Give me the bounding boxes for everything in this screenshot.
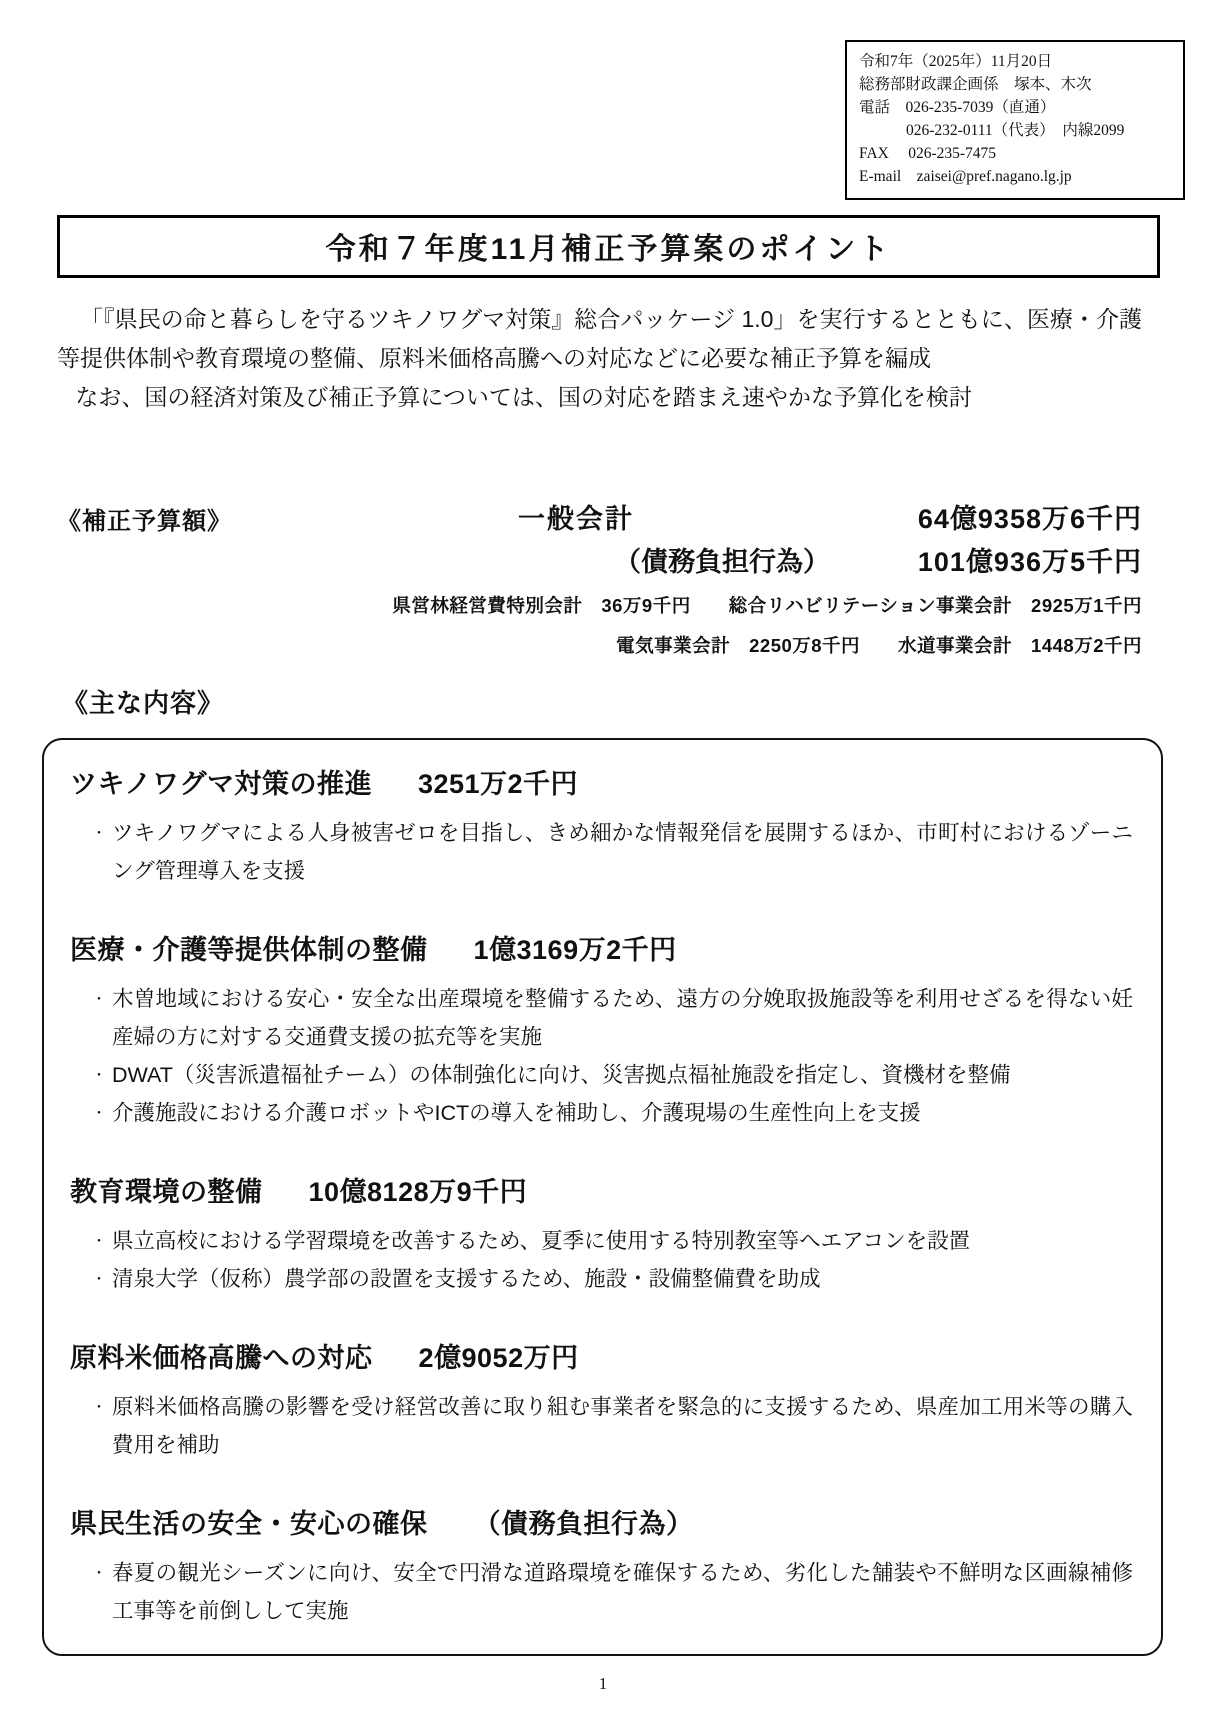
section-title-text: 教育環境の整備	[70, 1177, 263, 1207]
main-contents-box	[42, 738, 1163, 1656]
bullet-text: 原料米価格高騰の影響を受け経営改善に取り組む事業者を緊急的に支援するため、県産加工用米等の購入費用を補助	[112, 1395, 1133, 1457]
contact-date: 令和7年（2025年）11月20日	[859, 53, 1053, 70]
bullet-text: DWAT（災害派遣福祉チーム）の体制強化に向け、災害拠点福祉施設を指定し、資機材を整備	[112, 1063, 1011, 1087]
bullet-icon: ・	[92, 1399, 106, 1415]
bullet-text: 木曽地域における安心・安全な出産環境を整備するため、遠方の分娩取扱施設等を利用せざるを得ない妊産婦の方に対する交通費支援の拡充等を実施	[112, 987, 1133, 1049]
section-title	[70, 1504, 1135, 1544]
list-item	[70, 814, 1135, 890]
contact-tel-line1: 電話 026-235-7039（直通）	[859, 99, 1056, 116]
section-title	[70, 1338, 1135, 1378]
bullet-text: 春夏の観光シーズンに向け、安全で円滑な道路環境を確保するため、劣化した舗装や不鮮明な区画線補修工事等を前倒しして実施	[112, 1561, 1133, 1623]
list-item	[70, 1554, 1135, 1630]
page-number: 1	[598, 1674, 608, 1693]
section-title-text: ツキノワグマ対策の推進	[70, 769, 372, 799]
bullet-icon: ・	[92, 1067, 106, 1083]
section-amount: 3251万2千円	[417, 769, 579, 799]
section-bear-measures	[70, 764, 1135, 890]
bullet-icon: ・	[92, 1565, 106, 1581]
intro-paragraph-2: なお、国の経済対策及び補正予算については、国の対応を踏まえ速やかな予算化を検討	[75, 384, 972, 410]
section-safety	[70, 1504, 1135, 1630]
intro-paragraph-1: 「『県民の命と暮らしを守るツキノワグマ対策』総合パッケージ 1.0」を実行するとともに、医療・介護等提供体制や教育環境の整備、原料米価格高騰への対応などに必要な補正予算を編成	[57, 306, 1142, 371]
list-item	[70, 1094, 1135, 1132]
section-title-text: 医療・介護等提供体制の整備	[70, 935, 428, 965]
bullet-icon: ・	[92, 991, 106, 1007]
contact-email: E-mail zaisei@pref.nagano.lg.jp	[859, 168, 1072, 185]
section-amount: 1億3169万2千円	[473, 935, 677, 965]
section-amount: 2億9052万円	[418, 1343, 579, 1373]
bullet-text: 介護施設における介護ロボットやICTの導入を補助し、介護現場の生産性向上を支援	[112, 1101, 921, 1125]
general-account-label: 一般会計	[518, 504, 634, 534]
list-item	[70, 1056, 1135, 1094]
page-title: 令和７年度11月補正予算案のポイント	[57, 215, 1160, 278]
list-item	[70, 1222, 1135, 1260]
bullet-icon: ・	[92, 1271, 106, 1287]
list-item	[70, 980, 1135, 1056]
section-title-text: 原料米価格高騰への対応	[70, 1343, 373, 1373]
section-title	[70, 764, 1135, 804]
bullet-text: 県立高校における学習環境を改善するため、夏季に使用する特別教室等へエアコンを設置	[112, 1229, 971, 1253]
bullet-icon: ・	[92, 1105, 106, 1121]
bullet-text: 清泉大学（仮称）農学部の設置を支援するため、施設・設備整備費を助成	[112, 1267, 821, 1291]
budget-row-debt	[57, 540, 1142, 583]
list-item	[70, 1260, 1135, 1298]
intro-text	[57, 300, 1142, 417]
section-rice-price	[70, 1338, 1135, 1464]
list-item	[70, 1388, 1135, 1464]
general-account-amount: 64億9358万6千円	[917, 504, 1142, 534]
section-title-text: 県民生活の安全・安心の確保	[70, 1509, 428, 1539]
budget-amounts	[57, 497, 1142, 659]
debt-obligation-amount: 101億936万5千円	[917, 547, 1142, 577]
section-medical-care	[70, 930, 1135, 1132]
contact-tel-line2: 026-232-0111（代表） 内線2099	[906, 122, 1125, 139]
bullet-icon: ・	[92, 1233, 106, 1249]
bullet-text: ツキノワグマによる人身被害ゼロを目指し、きめ細かな情報発信を展開するほか、市町村におけるゾーニング管理導入を支援	[112, 821, 1133, 883]
section-title	[70, 930, 1135, 970]
budget-heading: 《補正予算額》	[57, 508, 232, 535]
section-title	[70, 1172, 1135, 1212]
special-accounts-line-1: 県営林経営費特別会計 36万9千円 総合リハビリテーション事業会計 2925万1千円	[392, 595, 1142, 616]
special-accounts-line-2: 電気事業会計 2250万8千円 水道事業会計 1448万2千円	[616, 635, 1142, 656]
contact-fax: FAX 026-235-7475	[859, 145, 997, 162]
budget-row-general	[57, 497, 1142, 540]
section-education	[70, 1172, 1135, 1298]
main-contents-heading: 《主な内容》	[62, 688, 225, 718]
bullet-icon: ・	[92, 825, 106, 841]
contact-department: 総務部財政課企画係 塚本、木次	[859, 76, 1092, 93]
section-amount: （債務負担行為）	[473, 1509, 694, 1539]
debt-obligation-label: （債務負担行為）	[614, 547, 830, 577]
section-amount: 10億8128万9千円	[308, 1177, 528, 1207]
contact-box	[845, 40, 1185, 200]
